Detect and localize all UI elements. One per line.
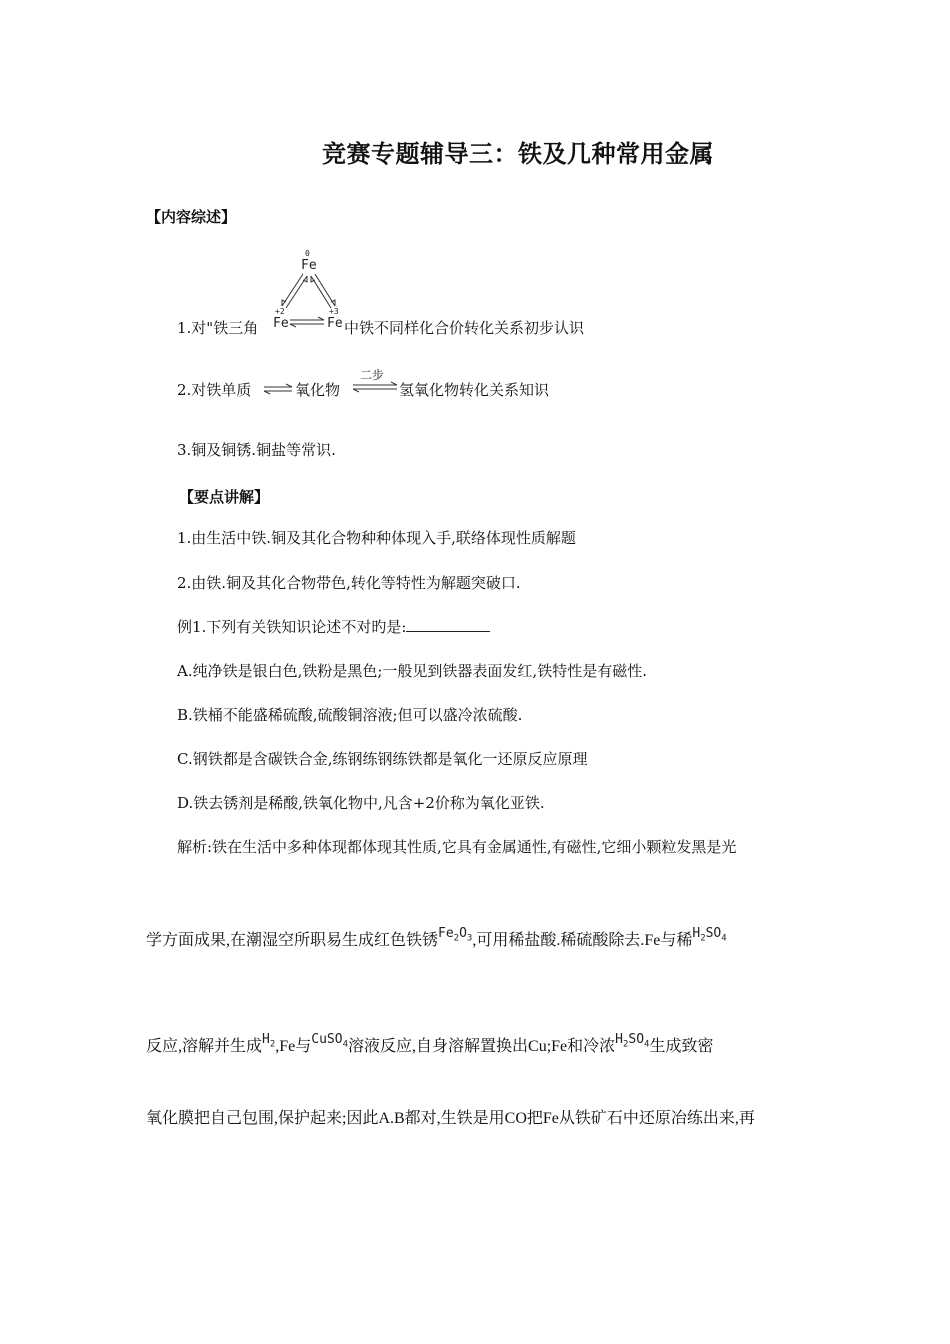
option-c: C.钢铁都是含碳铁合金,练钢练钢练铁都是氧化一还原反应原理 — [177, 750, 588, 768]
key-point-1: 1.由生活中铁.铜及其化合物种种体现入手,联络体现性质解题 — [177, 529, 576, 547]
fe0-valence: 0 — [305, 249, 310, 258]
formula-h2: H2 — [262, 1032, 276, 1050]
summary-item-2-c: 氢氧化物转化关系知识 — [399, 381, 550, 399]
option-d: D.铁去锈剂是稀酸,铁氧化物中,凡含+2价称为氧化亚铁. — [177, 794, 545, 812]
triangle-arrows — [270, 262, 350, 332]
fe2-valence: +2 — [275, 307, 285, 316]
page-title: 竞赛专题辅导三：铁及几种常用金属 — [322, 139, 714, 168]
body-line-2-d: 生成致密 — [649, 1038, 714, 1055]
body-line-2-c: 溶液反应,自身溶解置换出Cu;Fe和冷浓 — [348, 1038, 616, 1055]
summary-item-2-a: 2.对铁单质 — [177, 381, 252, 399]
fe3-valence: +3 — [329, 307, 339, 316]
body-line-2 — [146, 1033, 713, 1058]
arrow-label-two-steps: 二步 — [360, 368, 385, 382]
example-1-text: 例1.下列有关铁知识论述不对旳是: — [177, 618, 407, 636]
fe0-label: Fe — [301, 258, 317, 273]
body-line-1-b: ,可用稀盐酸.稀硫酸除去.Fe与稀 — [472, 932, 693, 949]
body-line-1-a: 学方面成果,在潮湿空所职易生成红色铁锈 — [146, 932, 439, 949]
fe3-label: Fe — [327, 316, 343, 331]
formula-fe2o3: Fe2O3 — [438, 926, 473, 944]
section-heading-key-points: 【要点讲解】 — [179, 488, 270, 506]
answer-blank — [406, 617, 490, 632]
summary-item-1-suffix: 中铁不同样化合价转化关系初步认识 — [344, 319, 585, 337]
body-line-1 — [146, 927, 727, 952]
body-line-3: 氧化膜把自己包围,保护起来;因此A.B都对,生铁是用CO把Fe从铁矿石中还原冶练出来,再 — [146, 1110, 755, 1127]
equilibrium-arrow-2 — [353, 383, 399, 393]
option-b: B.铁桶不能盛稀硫酸,硫酸铜溶液;但可以盛冷浓硫酸. — [177, 706, 523, 724]
analysis-line-1: 解析:铁在生活中多种体现都体现其性质,它具有金属通性,有磁性,它细小颗粒发黑是光 — [177, 838, 737, 856]
summary-item-3: 3.铜及铜锈.铜盐等常识. — [177, 441, 336, 459]
section-heading-summary: 【内容综述】 — [146, 208, 237, 226]
formula-cuso4: CuSO4 — [311, 1032, 349, 1050]
body-line-2-a: 反应,溶解并生成 — [146, 1038, 263, 1055]
equilibrium-arrow-1 — [264, 385, 294, 395]
formula-h2so4-1: H2SO4 — [692, 926, 727, 944]
example-1-question — [177, 617, 490, 637]
key-point-2: 2.由铁.铜及其化合物带色,转化等特性为解题突破口. — [177, 574, 521, 592]
summary-item-2-b: 氧化物 — [295, 381, 341, 399]
body-line-2-b: ,Fe与 — [275, 1038, 312, 1055]
option-a: A.纯净铁是银白色,铁粉是黑色;一般见到铁器表面发红,铁特性是有磁性. — [177, 662, 647, 680]
summary-item-1-prefix: 1.对"铁三角 — [177, 319, 259, 337]
formula-h2so4-2: H2SO4 — [615, 1032, 650, 1050]
fe2-label: Fe — [273, 316, 289, 331]
